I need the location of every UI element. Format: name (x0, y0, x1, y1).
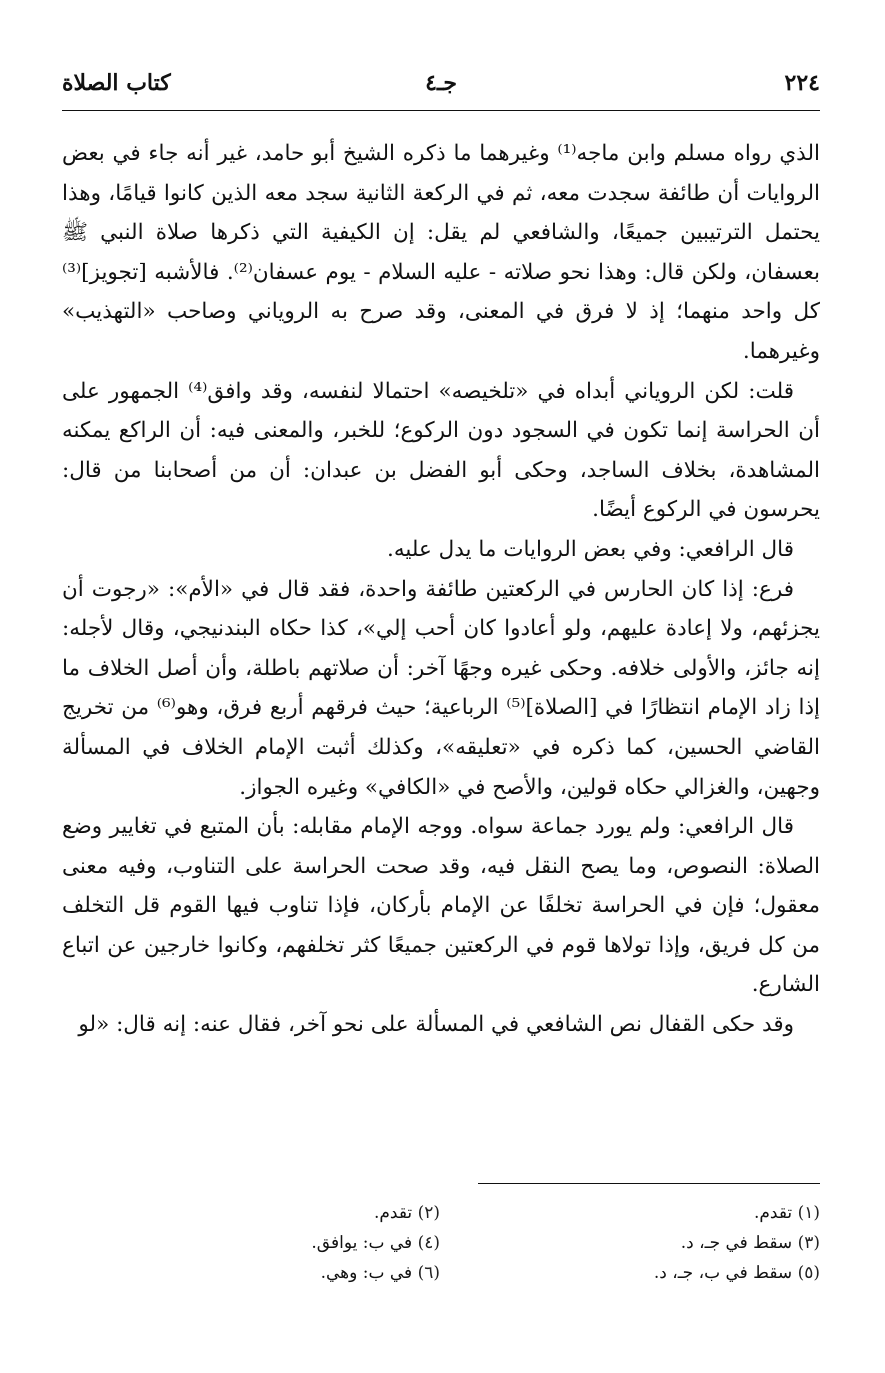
footnote-number: (٢) (417, 1203, 440, 1223)
book-title: كتاب الصلاة (62, 70, 171, 96)
footnote (110, 1258, 440, 1288)
paragraph: قلت: لكن الروياني أبداه في «تلخيصه» احتمالا لنفسه، وقد وافق⁽⁴⁾ الجمهور على أن الحراسة إنما تكون في السجود دون الركوع؛ للخبر، والمعنى فيه: أن الراكع يمكنه المشاهدة، بخلاف الساجد، وحكى أبو الفضل بن عبدان: أن من أصحابنا من قال: يحرسون في الركوع أيضًا. (62, 378, 820, 523)
paragraph: فرع: إذا كان الحارس في الركعتين طائفة واحدة، فقد قال في «الأم»: «رجوت أن يجزئهم، ولا إعادة عليهم، ولو أعادوا كان أحب إلي»، كذا حكاه البندنيجي، وقال لأجله: إنه جائز، والأولى خلافه. وحكى غيره وجهًا آخر: أن صلاتهم باطلة، وأن أصل الخلاف ما إذا زاد الإمام انتظارًا في [الصلاة]⁽⁵⁾ الرباعية؛ حيث فرقهم أربع فرق، وهو⁽⁶⁾ من تخريج القاضي الحسين، كما ذكره في «تعليقه»، وكذلك أثبت الإمام الخلاف في المسألة وجهين، والغزالي حكاه قولين، والأصح في «الكافي» وغيره الجواز. (62, 576, 820, 800)
footnote-number: (١) (797, 1203, 820, 1223)
footnote-text: سقط في جـ، د. (680, 1233, 793, 1253)
footnote (490, 1198, 820, 1228)
footnote-number: (٤) (417, 1233, 440, 1253)
footnote (110, 1198, 440, 1228)
footnote-text: تقدم. (753, 1203, 793, 1223)
header-rule (62, 110, 820, 111)
footnote-column-left (110, 1198, 440, 1288)
volume-label: جـ٤ (425, 70, 457, 96)
paragraph: قال الرافعي: ولم يورد جماعة سواه. ووجه الإمام مقابله: بأن المتبع في تغايير وضع الصلاة: النصوص، وما يصح النقل فيه، وقد صحت الحراسة على التناوب، وفيه معنى معقول؛ فإن في الحراسة تخلفًا عن الإمام بأركان، فإذا تناوب فيها القوم قل التخلف من كل فريق، وإذا تولاها قوم في الركعتين جميعًا كثر تخلفهم، وكانوا خارجين عن اتباع الشارع. (62, 814, 820, 998)
footnote (490, 1228, 820, 1258)
footnote-text: في ب: وهي. (320, 1263, 413, 1283)
footnote-number: (٣) (797, 1233, 820, 1253)
page-number: ٢٢٤ (784, 70, 820, 96)
paragraph: وقد حكى القفال نص الشافعي في المسألة على نحو آخر، فقال عنه: إنه قال: «لو (78, 1012, 794, 1038)
footnote-column-right (490, 1198, 820, 1288)
footnote-number: (٥) (797, 1263, 820, 1283)
footnote-rule (478, 1183, 820, 1184)
paragraph: الذي رواه مسلم وابن ماجه⁽¹⁾ وغيرهما ما ذكره الشيخ أبو حامد، غير أنه جاء في بعض الروايات أن طائفة سجدت معه، ثم في الركعة الثانية سجد معه الذين كانوا قيامًا، وهذا يحتمل الترتيبين جميعًا، والشافعي لم يقل: إن الكيفية التي ذكرها صلاة النبي ﷺ بعسفان، ولكن قال: وهذا نحو صلاته - عليه السلام - يوم عسفان⁽²⁾. فالأشبه [تجويز]⁽³⁾ كل واحد منهما؛ إذ لا فرق في المعنى، وقد صرح به الروياني وصاحب «التهذيب» وغيرهما. (62, 141, 820, 364)
footnote (110, 1228, 440, 1258)
footnote (490, 1258, 820, 1288)
footnote-text: تقدم. (373, 1203, 413, 1223)
footnote-number: (٦) (417, 1263, 440, 1283)
body-text (62, 134, 820, 1045)
paragraph: قال الرافعي: وفي بعض الروايات ما يدل عليه. (386, 536, 794, 562)
running-header (62, 70, 820, 104)
footnote-text: سقط في ب، جـ، د. (653, 1263, 793, 1283)
footnote-text: في ب: يوافق. (311, 1233, 413, 1253)
